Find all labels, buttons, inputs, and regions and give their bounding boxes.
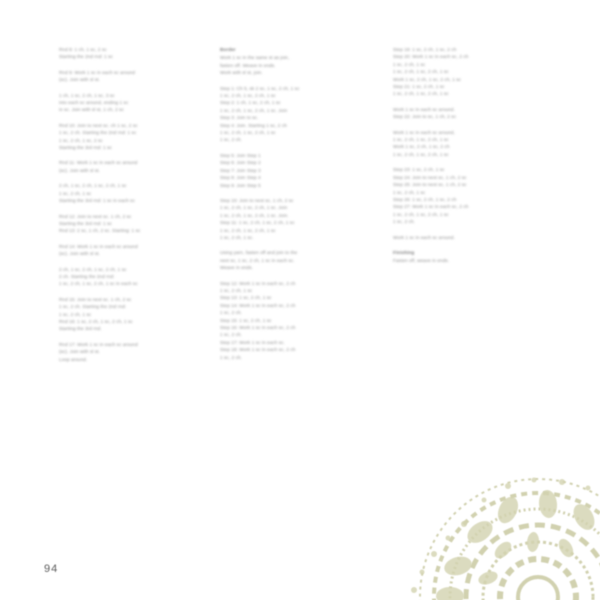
instruction-block <box>59 159 199 174</box>
instruction-paragraph: Rnd 17: Work 1 sc in each sc around (sc). Join with sl st. Loop around. <box>59 341 138 362</box>
instruction-paragraph: 2 ch, 1 sc, 2 ch, 1 sc, 2 ch, 1 sc 1 sc, 2 ch, 1 sc Starting the 3rd rnd: 1 sc in each sc <box>59 183 135 204</box>
instruction-paragraph: Work 1 sc in each sc around, 1 sc, 2 ch, 1 sc, 2 ch, 1 sc Work 1 sc, 2 ch, 1 sc, 2 ch 1 sc, 2 ch, 1 sc, 2 ch, 1 sc <box>393 129 455 157</box>
instruction-block <box>59 122 199 152</box>
text-column-right <box>393 46 533 273</box>
section-heading: Finishing <box>393 249 415 255</box>
instruction-paragraph: Rnd 8: 1 ch, 1 sc, 2 sc Starting the 2nd rnd: 1 sc <box>59 47 113 60</box>
doily-illustration <box>388 462 600 600</box>
instruction-block <box>59 341 199 363</box>
instruction-paragraph: Work 1 sc in each sc around. <box>393 234 455 240</box>
instruction-block <box>393 46 533 98</box>
instruction-block <box>393 249 533 265</box>
instruction-paragraph: Rnd 10: Join to next sc. ch 1 sc, 2 sc 1 sc, 2 ch. Starting the 2nd rnd: 1 sc 1 sc, 2 ch, 1 sc, 2 sc Starting the 3rd rnd: 1 sc <box>59 122 138 151</box>
instruction-block <box>393 129 533 159</box>
instruction-block <box>220 280 370 361</box>
instruction-paragraph: Step 5: Join Step 1 Step 6: Join Step 2 Step 7: Join Step 3 Step 8: Join Step 4 Step 9: Join Step 5 <box>220 152 261 188</box>
page-number: 94 <box>44 563 59 575</box>
instruction-paragraph: 1 ch, 1 sc, 2 ch, 1 sc, 3 sc into each sc around, ending 1 sc in sc. Join with sl st, 1 ch, 2 sc <box>59 92 129 113</box>
instruction-block <box>220 152 370 189</box>
section-heading: Border <box>220 47 236 52</box>
instruction-block <box>59 266 199 288</box>
instruction-block <box>59 182 199 204</box>
doily-graphic <box>388 462 600 600</box>
instruction-block <box>393 234 533 241</box>
instruction-paragraph: Using yarn, fasten off and join to the next sc, 1 sc, 2 ch, 1 sc in each sc. Weave in ends. <box>220 250 298 271</box>
instruction-block <box>59 46 199 61</box>
instruction-block <box>59 69 199 84</box>
instruction-paragraph: Rnd 15: Join to next sc. 1 ch, 2 sc 1 sc, 2 ch. Starting the 2nd rnd: 1 sc, 2 ch, 1 sc Rnd 16: 1 sc, 2 ch, 1 sc, 2 ch, 1 sc Starting the 3rd rnd. <box>59 296 133 332</box>
instruction-paragraph: Work 1 sc in each sc around. Step 22: Join to sc, 1 ch, 2 sc <box>393 106 457 120</box>
instruction-block <box>59 92 199 114</box>
instruction-paragraph: Rnd 9: Work 1 sc in each sc around (sc). Join with sl st. <box>59 69 136 83</box>
instruction-paragraph: Step 19: 1 sc, 2 ch, 1 sc, 2 ch Step 20: Work 1 sc in each sc, 2 ch 1 sc, 2 ch, 1 sc 1 sc, 2 ch, 1 sc, 2 ch, 1 sc Work 1 sc, 2 ch, 1 sc, 2 ch, 1 sc Step 21: 1 sc, 2 ch, 1 sc 1 sc, 2 ch, 1 sc, 2 ch, 1 sc <box>393 47 469 97</box>
instruction-paragraph: Rnd 14: Work 1 sc in each sc around (sc). Join with sl st. <box>59 243 138 257</box>
instruction-paragraph: 2 ch, 1 sc, 2 ch, 1 sc, 2 ch, 1 sc 2 ch. Starting the 2nd rnd: 1 sc, 2 ch, 1 sc, 2 ch, 1 sc in each sc <box>59 266 138 287</box>
instruction-block <box>59 296 199 333</box>
instruction-paragraph: Step 10: Join to next sc, 1 ch, 2 sc 1 sc, 2 ch, 1 sc, 2 ch, 1 sc. Join 1 sc, 2 ch, 1 sc, 2 ch, 1 sc. Join. Step 11: 1 sc, 2 ch, 1 sc, 2 ch, 1 sc 1 sc, 2 ch, 1 sc, 2 ch, 1 sc 1 sc, 2 ch, 1 sc. <box>220 197 295 240</box>
instruction-block <box>220 46 370 77</box>
instruction-block <box>220 197 370 241</box>
instruction-block <box>220 249 370 271</box>
instruction-paragraph: Step 1: Ch 5, sk 2 sc, 1 sc, 2 ch, 1 sc 1 sc, 2 ch, 1 sc, 2 ch, 1 sc Step 2: 1 ch, 1 sc, 2 ch, 1 sc 1 sc, 2 ch, 1 sc, 2 ch, 1 sc. Join Step 3: Join to sc. Step 4: Join. Starting 1 sc, 2 ch 1 sc, 2 ch, 1 sc, 2 ch, 1 sc 1 sc, 2 ch. <box>220 85 300 143</box>
instruction-block <box>220 85 370 144</box>
text-column-left <box>59 46 199 371</box>
instruction-paragraph: Rnd 12: Join to next sc. 1 ch, 2 sc Starting the 3rd rnd: 1 sc Rnd 13: 2 sc, 1 ch, 2 sc. Starting: 1 sc <box>59 213 141 234</box>
instruction-paragraph: Step 23: 1 sc, 2 ch, 1 sc Step 24: Join to next sc, 1 ch, 2 sc Step 25: Join to next sc, 1 ch, 2 sc 1 sc, 2 ch, 1 sc Step 26: 1 sc, 2 ch, 1 sc, 2 ch Step 27: Work 1 sc in each sc, 2 ch 1 sc, 2 ch, 1 sc, 2 ch, 1 sc 1 sc, 2 ch. <box>393 167 469 225</box>
text-column-middle <box>220 46 370 369</box>
instruction-block <box>59 243 199 258</box>
instruction-paragraph: Work 1 sc in the same st as join, fasten off. Weave in ends. Work with sl st, join. <box>220 55 290 76</box>
instruction-block <box>59 213 199 235</box>
instruction-paragraph: Step 12: Work 1 sc in each sc, 2 ch 1 sc, 2 ch, 1 sc Step 13: 1 sc, 2 ch, 1 sc Step 14: Work 1 sc in each sc, 2 ch 1 sc, 2 ch. Step 15: 1 sc, 2 ch, 1 sc Step 16: Work 1 sc in each sc, 2 ch 1 sc, 2 ch. Step 17: Work 1 sc in each sc. Step 18: Work 1 sc in each sc, 2 ch 1 sc, 2 ch. <box>220 280 296 360</box>
instruction-block <box>393 166 533 225</box>
instruction-paragraph: Rnd 11: Work 1 sc in each sc around (sc). Join with sl st. <box>59 160 138 173</box>
instruction-block <box>393 106 533 121</box>
instruction-paragraph: Fasten off, weave in ends. <box>393 258 450 264</box>
